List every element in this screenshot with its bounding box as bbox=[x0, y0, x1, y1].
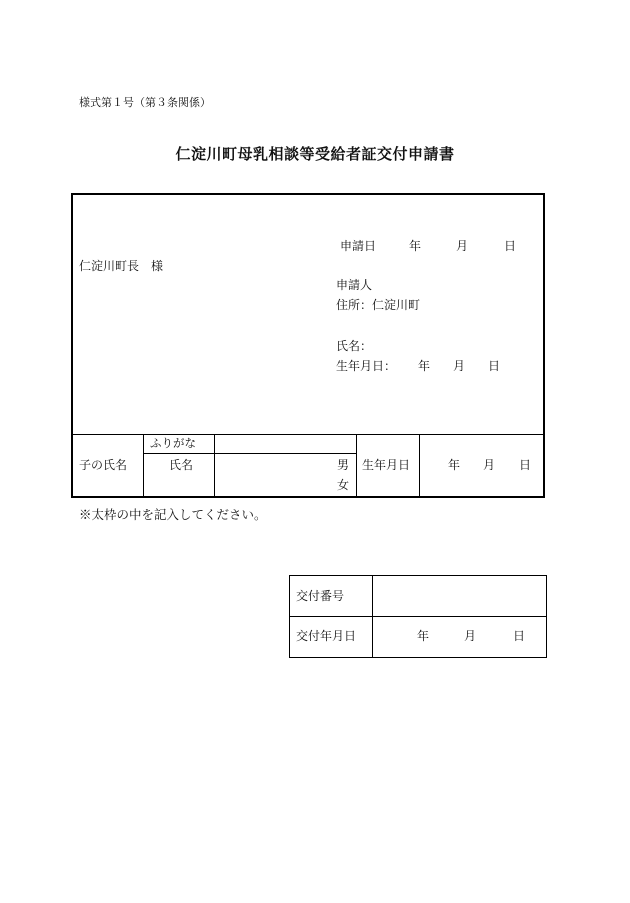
applicant-birthdate-year: 年 bbox=[418, 359, 431, 373]
child-birthdate-day: 日 bbox=[519, 458, 532, 472]
issuance-date-label: 交付年月日 bbox=[296, 629, 357, 643]
application-date-day: 日 bbox=[504, 239, 517, 253]
child-section-label: 子の氏名 bbox=[79, 458, 128, 472]
addressee: 仁淀川町長 様 bbox=[79, 259, 164, 273]
gender-divider bbox=[356, 434, 357, 496]
issuance-label-divider bbox=[372, 576, 373, 657]
gender-male[interactable]: 男 bbox=[337, 458, 350, 472]
issuance-date-day: 日 bbox=[513, 629, 526, 643]
issuance-row-line bbox=[290, 616, 546, 617]
page-title: 仁淀川町母乳相談等受給者証交付申請書 bbox=[175, 145, 455, 163]
child-birthdate-label: 生年月日 bbox=[362, 458, 411, 472]
applicant-birthdate-day: 日 bbox=[488, 359, 501, 373]
applicant-name-label: 氏名： bbox=[336, 339, 373, 353]
issuance-table bbox=[289, 575, 547, 658]
furigana-row-line bbox=[143, 453, 356, 454]
applicant-birthdate-label: 生年月日： bbox=[336, 359, 397, 373]
issuance-date-year: 年 bbox=[417, 629, 430, 643]
gender-female[interactable]: 女 bbox=[337, 478, 350, 492]
application-frame bbox=[71, 193, 545, 498]
issuance-date-month: 月 bbox=[464, 629, 477, 643]
name-label-divider bbox=[214, 434, 215, 496]
application-date-label: 申請日 bbox=[340, 239, 377, 253]
application-date-month: 月 bbox=[456, 239, 469, 253]
applicant-address-label: 住所：仁淀川町 bbox=[336, 298, 421, 312]
applicant-birthdate-month: 月 bbox=[453, 359, 466, 373]
application-date-year: 年 bbox=[409, 239, 422, 253]
child-name-label: 氏名 bbox=[169, 458, 194, 472]
child-birthdate-month: 月 bbox=[483, 458, 496, 472]
issuance-number-label: 交付番号 bbox=[296, 589, 345, 603]
applicant-label: 申請人 bbox=[336, 278, 373, 292]
child-birthdate-year: 年 bbox=[448, 458, 461, 472]
form-number: 様式第１号（第３条関係） bbox=[79, 96, 211, 109]
instruction-note: ※太枠の中を記入してください。 bbox=[79, 507, 267, 522]
child-furigana-label: ふりがな bbox=[150, 436, 196, 450]
child-label-divider bbox=[143, 434, 144, 496]
birthdate-divider bbox=[419, 434, 420, 496]
